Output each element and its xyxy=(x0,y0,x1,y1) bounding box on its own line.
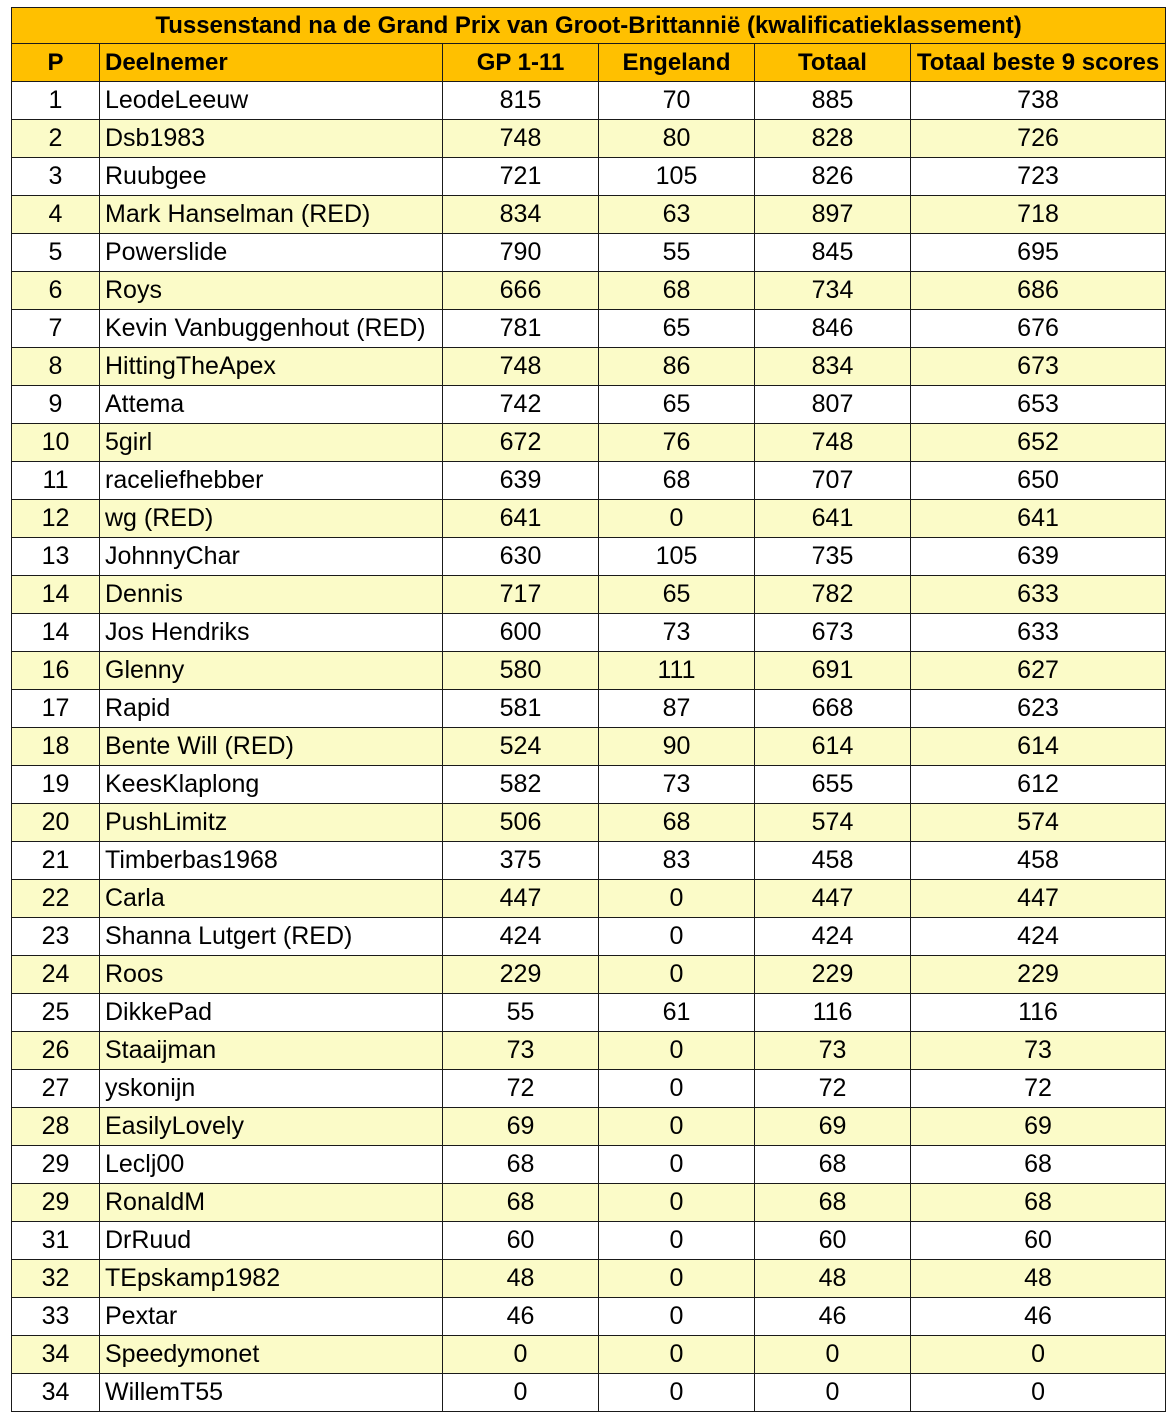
table-row xyxy=(12,1184,1166,1222)
cell-total[interactable]: 229 xyxy=(755,956,911,994)
cell-best-9-total[interactable]: 447 xyxy=(911,880,1166,918)
cell-england[interactable]: 0 xyxy=(599,1070,755,1108)
cell-gp-1-11[interactable]: 506 xyxy=(443,804,599,842)
table-row xyxy=(12,652,1166,690)
cell-gp-1-11[interactable]: 0 xyxy=(443,1336,599,1374)
cell-total[interactable]: 72 xyxy=(755,1070,911,1108)
cell-best-9-total[interactable]: 68 xyxy=(911,1146,1166,1184)
cell-best-9-total[interactable]: 650 xyxy=(911,462,1166,500)
table-row xyxy=(12,1070,1166,1108)
table-body xyxy=(12,82,1166,1412)
cell-england[interactable]: 87 xyxy=(599,690,755,728)
cell-position[interactable]: 29 xyxy=(12,1146,100,1184)
cell-total[interactable]: 748 xyxy=(755,424,911,462)
table-row xyxy=(12,918,1166,956)
cell-best-9-total[interactable]: 229 xyxy=(911,956,1166,994)
cell-gp-1-11[interactable]: 600 xyxy=(443,614,599,652)
cell-total[interactable]: 826 xyxy=(755,158,911,196)
cell-total[interactable]: 846 xyxy=(755,310,911,348)
cell-best-9-total[interactable]: 738 xyxy=(911,82,1166,120)
cell-total[interactable]: 834 xyxy=(755,348,911,386)
cell-position[interactable]: 2 xyxy=(12,120,100,158)
cell-england[interactable]: 0 xyxy=(599,1108,755,1146)
cell-best-9-total[interactable]: 424 xyxy=(911,918,1166,956)
cell-participant[interactable]: JohnnyChar xyxy=(100,538,443,576)
table-row xyxy=(12,196,1166,234)
cell-england[interactable]: 0 xyxy=(599,1222,755,1260)
table-row xyxy=(12,1336,1166,1374)
cell-england[interactable]: 0 xyxy=(599,880,755,918)
table-row xyxy=(12,1374,1166,1412)
cell-position[interactable]: 34 xyxy=(12,1336,100,1374)
cell-best-9-total[interactable]: 116 xyxy=(911,994,1166,1032)
cell-total[interactable]: 48 xyxy=(755,1260,911,1298)
cell-position[interactable]: 34 xyxy=(12,1374,100,1412)
cell-total[interactable]: 116 xyxy=(755,994,911,1032)
cell-participant[interactable]: Bente Will (RED) xyxy=(100,728,443,766)
cell-england[interactable]: 68 xyxy=(599,462,755,500)
cell-participant[interactable]: Jos Hendriks xyxy=(100,614,443,652)
cell-participant[interactable]: TEpskamp1982 xyxy=(100,1260,443,1298)
table-row xyxy=(12,804,1166,842)
cell-england[interactable]: 65 xyxy=(599,386,755,424)
cell-gp-1-11[interactable]: 424 xyxy=(443,918,599,956)
table-row xyxy=(12,614,1166,652)
cell-best-9-total[interactable]: 726 xyxy=(911,120,1166,158)
cell-best-9-total[interactable]: 723 xyxy=(911,158,1166,196)
cell-england[interactable]: 90 xyxy=(599,728,755,766)
table-row xyxy=(12,1260,1166,1298)
table-row xyxy=(12,956,1166,994)
cell-participant[interactable]: Speedymonet xyxy=(100,1336,443,1374)
cell-gp-1-11[interactable]: 672 xyxy=(443,424,599,462)
cell-position[interactable]: 24 xyxy=(12,956,100,994)
table-row xyxy=(12,424,1166,462)
table-row xyxy=(12,348,1166,386)
cell-total[interactable]: 0 xyxy=(755,1336,911,1374)
cell-best-9-total[interactable]: 0 xyxy=(911,1374,1166,1412)
table-row xyxy=(12,766,1166,804)
cell-total[interactable]: 782 xyxy=(755,576,911,614)
column-header-total[interactable]: Totaal xyxy=(755,44,911,82)
cell-position[interactable]: 14 xyxy=(12,576,100,614)
cell-position[interactable]: 27 xyxy=(12,1070,100,1108)
cell-gp-1-11[interactable]: 60 xyxy=(443,1222,599,1260)
cell-total[interactable]: 668 xyxy=(755,690,911,728)
cell-total[interactable]: 0 xyxy=(755,1374,911,1412)
cell-gp-1-11[interactable]: 73 xyxy=(443,1032,599,1070)
cell-position[interactable]: 17 xyxy=(12,690,100,728)
cell-total[interactable]: 60 xyxy=(755,1222,911,1260)
cell-gp-1-11[interactable]: 639 xyxy=(443,462,599,500)
cell-england[interactable]: 80 xyxy=(599,120,755,158)
cell-position[interactable]: 19 xyxy=(12,766,100,804)
table-row xyxy=(12,994,1166,1032)
cell-gp-1-11[interactable]: 48 xyxy=(443,1260,599,1298)
column-header-position[interactable]: P xyxy=(12,44,100,82)
cell-best-9-total[interactable]: 574 xyxy=(911,804,1166,842)
cell-position[interactable]: 18 xyxy=(12,728,100,766)
cell-best-9-total[interactable]: 652 xyxy=(911,424,1166,462)
cell-england[interactable]: 0 xyxy=(599,1032,755,1070)
table-row xyxy=(12,1222,1166,1260)
cell-best-9-total[interactable]: 639 xyxy=(911,538,1166,576)
cell-participant[interactable]: Dsb1983 xyxy=(100,120,443,158)
cell-best-9-total[interactable]: 633 xyxy=(911,614,1166,652)
table-row xyxy=(12,538,1166,576)
cell-england[interactable]: 65 xyxy=(599,310,755,348)
cell-participant[interactable]: EasilyLovely xyxy=(100,1108,443,1146)
cell-best-9-total[interactable]: 676 xyxy=(911,310,1166,348)
cell-england[interactable]: 0 xyxy=(599,1260,755,1298)
cell-position[interactable]: 21 xyxy=(12,842,100,880)
cell-participant[interactable]: RonaldM xyxy=(100,1184,443,1222)
cell-gp-1-11[interactable]: 229 xyxy=(443,956,599,994)
cell-participant[interactable]: Ruubgee xyxy=(100,158,443,196)
cell-position[interactable]: 14 xyxy=(12,614,100,652)
standings-table xyxy=(11,7,1166,1412)
table-row xyxy=(12,500,1166,538)
cell-gp-1-11[interactable]: 580 xyxy=(443,652,599,690)
cell-england[interactable]: 65 xyxy=(599,576,755,614)
cell-best-9-total[interactable]: 627 xyxy=(911,652,1166,690)
cell-gp-1-11[interactable]: 748 xyxy=(443,120,599,158)
cell-total[interactable]: 845 xyxy=(755,234,911,272)
cell-participant[interactable]: Roos xyxy=(100,956,443,994)
table-row xyxy=(12,462,1166,500)
table-row xyxy=(12,1032,1166,1070)
cell-england[interactable]: 83 xyxy=(599,842,755,880)
cell-position[interactable]: 10 xyxy=(12,424,100,462)
cell-england[interactable]: 63 xyxy=(599,196,755,234)
table-row xyxy=(12,728,1166,766)
cell-england[interactable]: 0 xyxy=(599,1184,755,1222)
cell-position[interactable]: 7 xyxy=(12,310,100,348)
cell-england[interactable]: 73 xyxy=(599,614,755,652)
cell-participant[interactable]: wg (RED) xyxy=(100,500,443,538)
cell-participant[interactable]: yskonijn xyxy=(100,1070,443,1108)
cell-participant[interactable]: DrRuud xyxy=(100,1222,443,1260)
cell-participant[interactable]: Roys xyxy=(100,272,443,310)
cell-gp-1-11[interactable]: 717 xyxy=(443,576,599,614)
cell-participant[interactable]: WillemT55 xyxy=(100,1374,443,1412)
cell-participant[interactable]: raceliefhebber xyxy=(100,462,443,500)
standings-sheet xyxy=(11,7,1165,1412)
cell-gp-1-11[interactable]: 641 xyxy=(443,500,599,538)
cell-position[interactable]: 3 xyxy=(12,158,100,196)
cell-best-9-total[interactable]: 68 xyxy=(911,1184,1166,1222)
cell-gp-1-11[interactable]: 72 xyxy=(443,1070,599,1108)
cell-participant[interactable]: DikkePad xyxy=(100,994,443,1032)
cell-england[interactable]: 61 xyxy=(599,994,755,1032)
cell-best-9-total[interactable]: 653 xyxy=(911,386,1166,424)
cell-england[interactable]: 0 xyxy=(599,1298,755,1336)
cell-england[interactable]: 111 xyxy=(599,652,755,690)
cell-gp-1-11[interactable]: 781 xyxy=(443,310,599,348)
cell-total[interactable]: 68 xyxy=(755,1184,911,1222)
cell-england[interactable]: 68 xyxy=(599,804,755,842)
cell-participant[interactable]: HittingTheApex xyxy=(100,348,443,386)
cell-position[interactable]: 33 xyxy=(12,1298,100,1336)
cell-total[interactable]: 458 xyxy=(755,842,911,880)
cell-best-9-total[interactable]: 72 xyxy=(911,1070,1166,1108)
cell-total[interactable]: 46 xyxy=(755,1298,911,1336)
cell-gp-1-11[interactable]: 721 xyxy=(443,158,599,196)
cell-gp-1-11[interactable]: 55 xyxy=(443,994,599,1032)
cell-total[interactable]: 707 xyxy=(755,462,911,500)
cell-england[interactable]: 105 xyxy=(599,158,755,196)
table-row xyxy=(12,234,1166,272)
cell-best-9-total[interactable]: 695 xyxy=(911,234,1166,272)
cell-participant[interactable]: LeodeLeeuw xyxy=(100,82,443,120)
cell-participant[interactable]: Attema xyxy=(100,386,443,424)
column-header-participant[interactable]: Deelnemer xyxy=(100,44,443,82)
cell-participant[interactable]: Shanna Lutgert (RED) xyxy=(100,918,443,956)
cell-england[interactable]: 0 xyxy=(599,500,755,538)
cell-best-9-total[interactable]: 0 xyxy=(911,1336,1166,1374)
cell-total[interactable]: 673 xyxy=(755,614,911,652)
cell-position[interactable]: 28 xyxy=(12,1108,100,1146)
cell-participant[interactable]: Timberbas1968 xyxy=(100,842,443,880)
cell-england[interactable]: 105 xyxy=(599,538,755,576)
cell-position[interactable]: 22 xyxy=(12,880,100,918)
cell-best-9-total[interactable]: 73 xyxy=(911,1032,1166,1070)
cell-position[interactable]: 23 xyxy=(12,918,100,956)
table-title: Tussenstand na de Grand Prix van Groot-Brittannië (kwalificatieklassement) xyxy=(12,8,1166,44)
cell-position[interactable]: 1 xyxy=(12,82,100,120)
cell-participant[interactable]: Dennis xyxy=(100,576,443,614)
cell-participant[interactable]: Glenny xyxy=(100,652,443,690)
column-header-best-9-total[interactable]: Totaal beste 9 scores xyxy=(911,44,1166,82)
cell-position[interactable]: 31 xyxy=(12,1222,100,1260)
cell-england[interactable]: 76 xyxy=(599,424,755,462)
cell-total[interactable]: 734 xyxy=(755,272,911,310)
cell-participant[interactable]: KeesKlaplong xyxy=(100,766,443,804)
cell-gp-1-11[interactable]: 375 xyxy=(443,842,599,880)
cell-gp-1-11[interactable]: 748 xyxy=(443,348,599,386)
cell-gp-1-11[interactable]: 68 xyxy=(443,1184,599,1222)
cell-gp-1-11[interactable]: 69 xyxy=(443,1108,599,1146)
cell-gp-1-11[interactable]: 742 xyxy=(443,386,599,424)
cell-best-9-total[interactable]: 458 xyxy=(911,842,1166,880)
cell-england[interactable]: 0 xyxy=(599,1146,755,1184)
cell-position[interactable]: 4 xyxy=(12,196,100,234)
cell-participant[interactable]: Mark Hanselman (RED) xyxy=(100,196,443,234)
cell-total[interactable]: 424 xyxy=(755,918,911,956)
cell-total[interactable]: 655 xyxy=(755,766,911,804)
cell-best-9-total[interactable]: 612 xyxy=(911,766,1166,804)
cell-total[interactable]: 574 xyxy=(755,804,911,842)
cell-best-9-total[interactable]: 614 xyxy=(911,728,1166,766)
cell-position[interactable]: 29 xyxy=(12,1184,100,1222)
cell-position[interactable]: 13 xyxy=(12,538,100,576)
cell-england[interactable]: 86 xyxy=(599,348,755,386)
cell-england[interactable]: 0 xyxy=(599,1336,755,1374)
cell-total[interactable]: 614 xyxy=(755,728,911,766)
table-row xyxy=(12,880,1166,918)
cell-england[interactable]: 55 xyxy=(599,234,755,272)
cell-participant[interactable]: Leclj00 xyxy=(100,1146,443,1184)
cell-position[interactable]: 20 xyxy=(12,804,100,842)
cell-position[interactable]: 26 xyxy=(12,1032,100,1070)
cell-total[interactable]: 735 xyxy=(755,538,911,576)
cell-total[interactable]: 897 xyxy=(755,196,911,234)
cell-best-9-total[interactable]: 633 xyxy=(911,576,1166,614)
cell-participant[interactable]: PushLimitz xyxy=(100,804,443,842)
cell-position[interactable]: 12 xyxy=(12,500,100,538)
cell-position[interactable]: 16 xyxy=(12,652,100,690)
cell-gp-1-11[interactable]: 46 xyxy=(443,1298,599,1336)
title-row xyxy=(12,8,1166,44)
cell-gp-1-11[interactable]: 630 xyxy=(443,538,599,576)
cell-gp-1-11[interactable]: 666 xyxy=(443,272,599,310)
table-row xyxy=(12,386,1166,424)
cell-best-9-total[interactable]: 69 xyxy=(911,1108,1166,1146)
cell-gp-1-11[interactable]: 834 xyxy=(443,196,599,234)
cell-england[interactable]: 0 xyxy=(599,918,755,956)
cell-gp-1-11[interactable]: 790 xyxy=(443,234,599,272)
cell-best-9-total[interactable]: 46 xyxy=(911,1298,1166,1336)
cell-best-9-total[interactable]: 686 xyxy=(911,272,1166,310)
table-row xyxy=(12,576,1166,614)
cell-best-9-total[interactable]: 641 xyxy=(911,500,1166,538)
cell-england[interactable]: 0 xyxy=(599,956,755,994)
table-row xyxy=(12,310,1166,348)
table-row xyxy=(12,690,1166,728)
cell-gp-1-11[interactable]: 68 xyxy=(443,1146,599,1184)
column-header-gp-1-11[interactable]: GP 1-11 xyxy=(443,44,599,82)
cell-gp-1-11[interactable]: 0 xyxy=(443,1374,599,1412)
table-row xyxy=(12,1108,1166,1146)
cell-total[interactable]: 807 xyxy=(755,386,911,424)
table-row xyxy=(12,120,1166,158)
cell-participant[interactable]: 5girl xyxy=(100,424,443,462)
cell-position[interactable]: 8 xyxy=(12,348,100,386)
table-row xyxy=(12,1146,1166,1184)
cell-position[interactable]: 5 xyxy=(12,234,100,272)
cell-total[interactable]: 73 xyxy=(755,1032,911,1070)
cell-participant[interactable]: Carla xyxy=(100,880,443,918)
cell-england[interactable]: 68 xyxy=(599,272,755,310)
cell-total[interactable]: 447 xyxy=(755,880,911,918)
cell-total[interactable]: 641 xyxy=(755,500,911,538)
cell-gp-1-11[interactable]: 582 xyxy=(443,766,599,804)
table-row xyxy=(12,1298,1166,1336)
table-row xyxy=(12,842,1166,880)
cell-total[interactable]: 69 xyxy=(755,1108,911,1146)
cell-best-9-total[interactable]: 623 xyxy=(911,690,1166,728)
column-header-england[interactable]: Engeland xyxy=(599,44,755,82)
header-row xyxy=(12,44,1166,82)
cell-position[interactable]: 11 xyxy=(12,462,100,500)
cell-participant[interactable]: Rapid xyxy=(100,690,443,728)
cell-participant[interactable]: Powerslide xyxy=(100,234,443,272)
cell-total[interactable]: 828 xyxy=(755,120,911,158)
cell-total[interactable]: 885 xyxy=(755,82,911,120)
cell-gp-1-11[interactable]: 815 xyxy=(443,82,599,120)
cell-best-9-total[interactable]: 48 xyxy=(911,1260,1166,1298)
cell-participant[interactable]: Kevin Vanbuggenhout (RED) xyxy=(100,310,443,348)
cell-best-9-total[interactable]: 718 xyxy=(911,196,1166,234)
table-row xyxy=(12,272,1166,310)
cell-total[interactable]: 68 xyxy=(755,1146,911,1184)
cell-best-9-total[interactable]: 60 xyxy=(911,1222,1166,1260)
cell-best-9-total[interactable]: 673 xyxy=(911,348,1166,386)
cell-position[interactable]: 25 xyxy=(12,994,100,1032)
table-row xyxy=(12,82,1166,120)
table-row xyxy=(12,158,1166,196)
cell-gp-1-11[interactable]: 447 xyxy=(443,880,599,918)
cell-gp-1-11[interactable]: 581 xyxy=(443,690,599,728)
cell-total[interactable]: 691 xyxy=(755,652,911,690)
cell-participant[interactable]: Pextar xyxy=(100,1298,443,1336)
cell-england[interactable]: 73 xyxy=(599,766,755,804)
cell-england[interactable]: 70 xyxy=(599,82,755,120)
cell-gp-1-11[interactable]: 524 xyxy=(443,728,599,766)
cell-england[interactable]: 0 xyxy=(599,1374,755,1412)
cell-position[interactable]: 32 xyxy=(12,1260,100,1298)
cell-position[interactable]: 6 xyxy=(12,272,100,310)
cell-participant[interactable]: Staaijman xyxy=(100,1032,443,1070)
cell-position[interactable]: 9 xyxy=(12,386,100,424)
